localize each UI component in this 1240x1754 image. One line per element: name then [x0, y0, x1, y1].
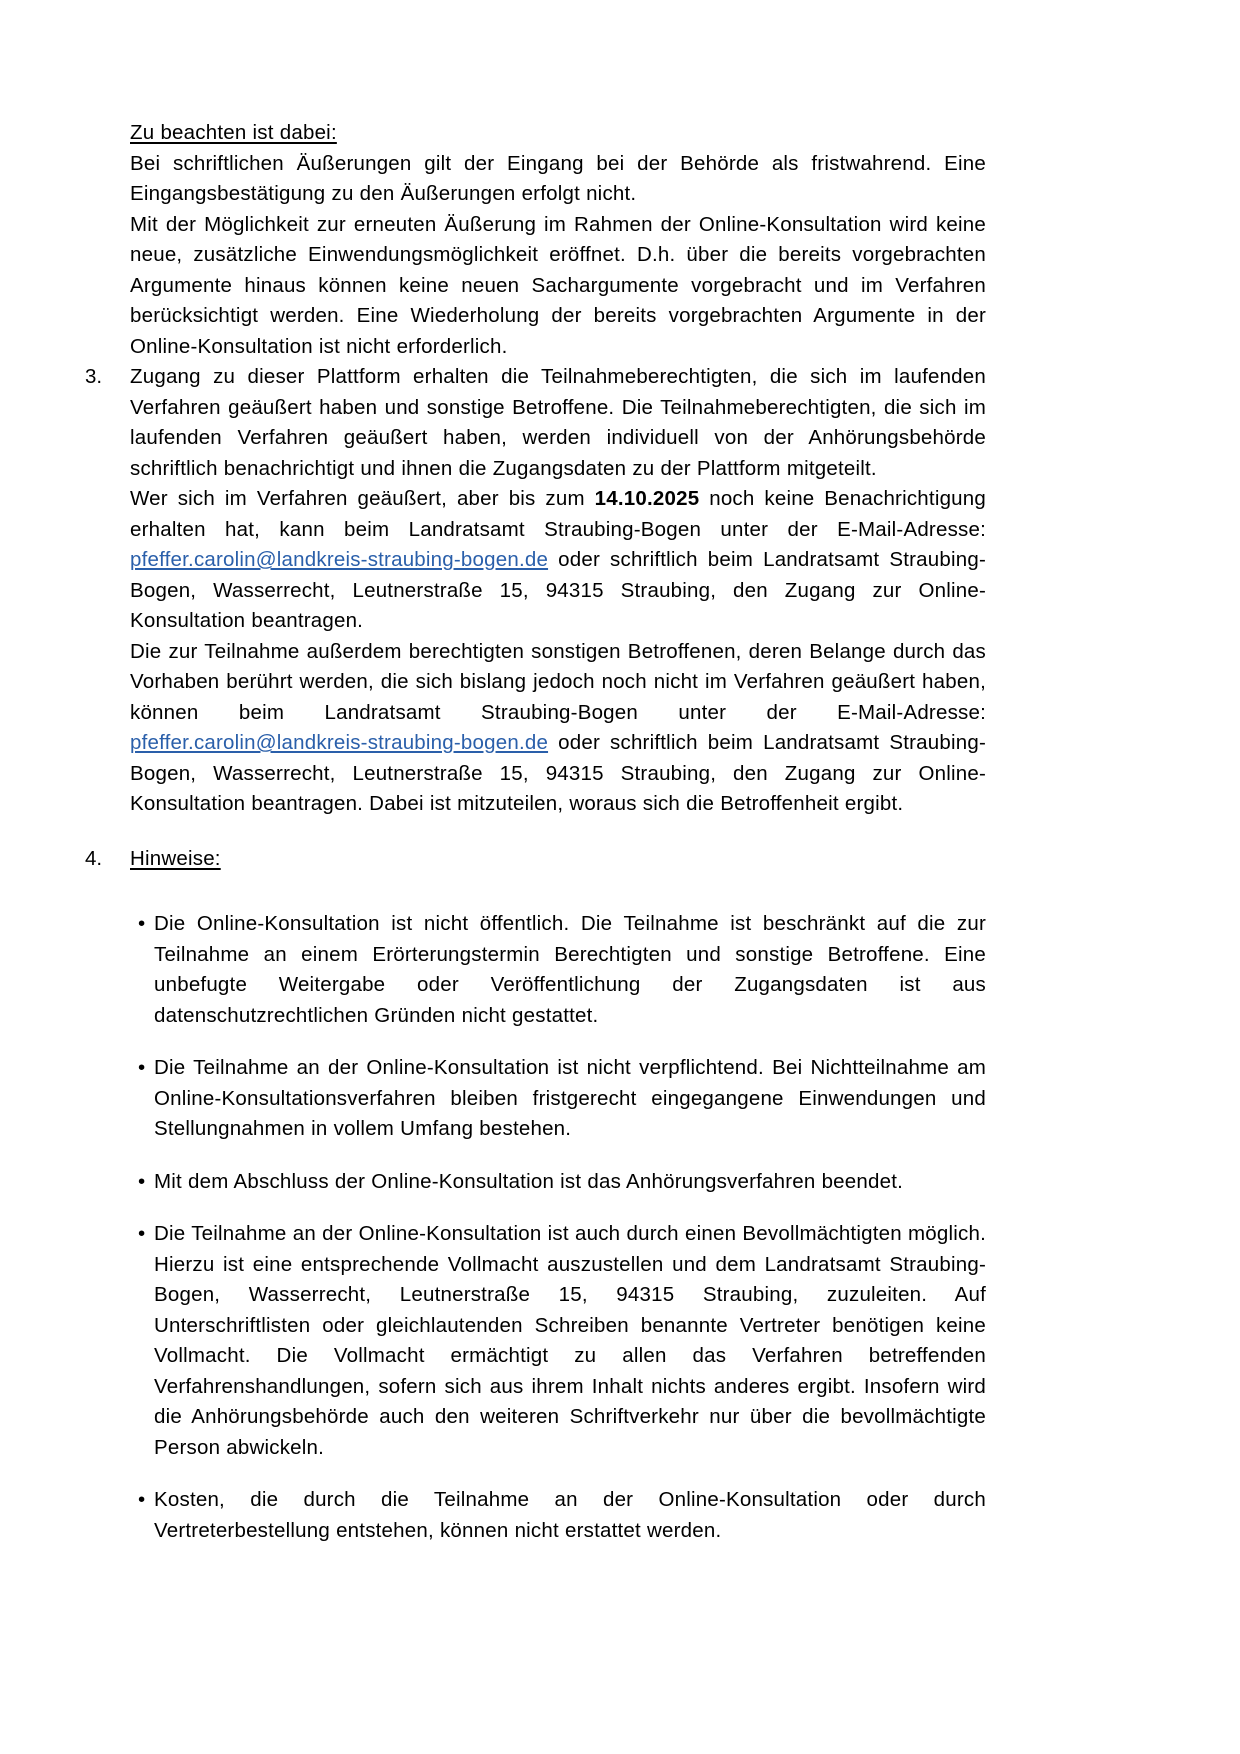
bullet-icon: • [138, 1169, 146, 1193]
item-3-p2-before-date: Wer sich im Verfahren geäußert, aber bis zum [130, 487, 595, 510]
intro-heading-text: Zu beachten ist dabei: [130, 121, 337, 144]
list-item [138, 1167, 986, 1198]
list-item-text: Kosten, die durch die Teilnahme an der Online-Konsultation oder durch Vertreterbestellung entstehen, können nicht erstattet werden. [154, 1488, 986, 1542]
item-3-paragraph-1: Zugang zu dieser Plattform erhalten die Teilnahmeberechtigten, die sich im laufenden Verfahren geäußert haben und sonstige Betroffene. Die Teilnahmeberechtigten, die sich im laufenden Verfahren geäußert haben, werden individuell von der Anhörungsbehörde schriftlich benachrichtigt und ihnen die Zugangsdaten zu der Plattform mitgeteilt. [130, 365, 986, 480]
numbered-item-3 [85, 362, 986, 820]
item-3-p2-after-email: oder schriftlich beim Landratsamt Straubing-Bogen, Wasserrecht, Leutnerstraße 15, 94315 Straubing, den Zugang zur Online-Konsultation beantragen. [130, 548, 986, 632]
list-item [138, 1053, 986, 1145]
document-body [85, 118, 986, 1546]
intro-paragraph-2: Mit der Möglichkeit zur erneuten Äußerung im Rahmen der Online-Konsultation wird keine neue, zusätzliche Einwendungsmöglichkeit eröffnet. D.h. über die bereits vorgebrachten Argumente hinaus können keine neuen Sachargumente vorgebracht und im Verfahren berücksichtigt werden. Eine Wiederholung der bereits vorgebrachten Argumente in der Online-Konsultation ist nicht erforderlich. [130, 212, 986, 358]
bullet-icon: • [138, 912, 146, 935]
list-item [138, 1219, 986, 1463]
item-3-marker: 3. [85, 365, 103, 388]
bullet-icon: • [138, 1056, 146, 1079]
item-3-paragraph-3 [130, 637, 986, 820]
email-link-1[interactable]: pfeffer.carolin@landkreis-straubing-bogen.de [130, 548, 549, 571]
list-item-text: Die Online-Konsultation ist nicht öffentlich. Die Teilnahme ist beschränkt auf die zur Teilnahme an einem Erörterungstermin Berechtigten und sonstige Betroffene. Eine unbefugte Weitergabe oder Veröffentlichung der Zugangsdaten ist aus datenschutzrechtlichen Gründen nicht gestattet. [154, 912, 986, 1027]
hinweise-bullet-list [130, 909, 986, 1546]
item-4-marker: 4. [85, 846, 103, 870]
item-4-heading-text: Hinweise: [130, 846, 221, 870]
numbered-item-4 [85, 844, 986, 875]
intro-heading [130, 118, 986, 149]
email-link-2[interactable]: pfeffer.carolin@landkreis-straubing-bogen.de [130, 731, 549, 754]
intro-paragraph-1: Bei schriftlichen Äußerungen gilt der Eingang bei der Behörde als fristwahrend. Eine Eingangsbestätigung zu den Äußerungen erfolgt nicht. [130, 151, 986, 205]
spacer [130, 893, 986, 909]
item-3-body [130, 362, 986, 820]
consultation-deadline-date: 14.10.2025 [594, 487, 700, 510]
list-item-text: Die Teilnahme an der Online-Konsultation ist auch durch einen Bevollmächtigten möglich. Hierzu ist eine entsprechende Vollmacht auszustellen und dem Landratsamt Straubing-Bogen, Wasserrecht, Leutnerstraße 15, 94315 Straubing, zuzuleiten. Auf Unterschriftlisten oder gleichlautenden Schreiben benannte Vertreter benötigen keine Vollmacht. Die Vollmacht ermächtigt zu allen das Verfahren betreffenden Verfahrenshandlungen, sofern sich aus ihrem Inhalt nichts anderes ergibt. Insofern wird die Anhörungsbehörde auch den weiteren Schriftverkehr nur über die bevollmächtigte Person abwickeln. [154, 1222, 986, 1459]
list-item [138, 1485, 986, 1546]
item-4-heading [130, 844, 986, 875]
item-3-p2-after-date: noch keine Benachrichtigung erhalten hat, kann beim Landratsamt Straubing-Bogen unter der E-Mail-Adresse: [130, 487, 986, 541]
bullet-icon: • [138, 1488, 146, 1511]
item-3-p3-before-email: Die zur Teilnahme außerdem berechtigten sonstigen Betroffenen, deren Belange durch das Vorhaben berührt werden, die sich bislang jedoch noch nicht im Verfahren geäußert haben, können beim Landratsamt Straubing-Bogen unter der E-Mail-Adresse: [130, 639, 986, 724]
item-4-body [130, 844, 986, 875]
list-item [138, 909, 986, 1031]
list-item-text: Mit dem Abschluss der Online-Konsultation ist das Anhörungsverfahren beendet. [154, 1169, 904, 1193]
bullet-icon: • [138, 1222, 146, 1245]
item-3-paragraph-2 [130, 484, 986, 637]
list-item-text: Die Teilnahme an der Online-Konsultation ist nicht verpflichtend. Bei Nichtteilnahme am Online-Konsultationsverfahren bleiben fristgerecht eingegangene Einwendungen und Stellungnahmen in vollem Umfang bestehen. [154, 1056, 986, 1140]
item-3-p3-after-email: oder schriftlich beim Landratsamt Straubing-Bogen, Wasserrecht, Leutnerstraße 15, 94315 Straubing, den Zugang zur Online-Konsultation beantragen. Dabei ist mitzuteilen, woraus sich die Betroffenheit ergibt. [130, 731, 986, 815]
